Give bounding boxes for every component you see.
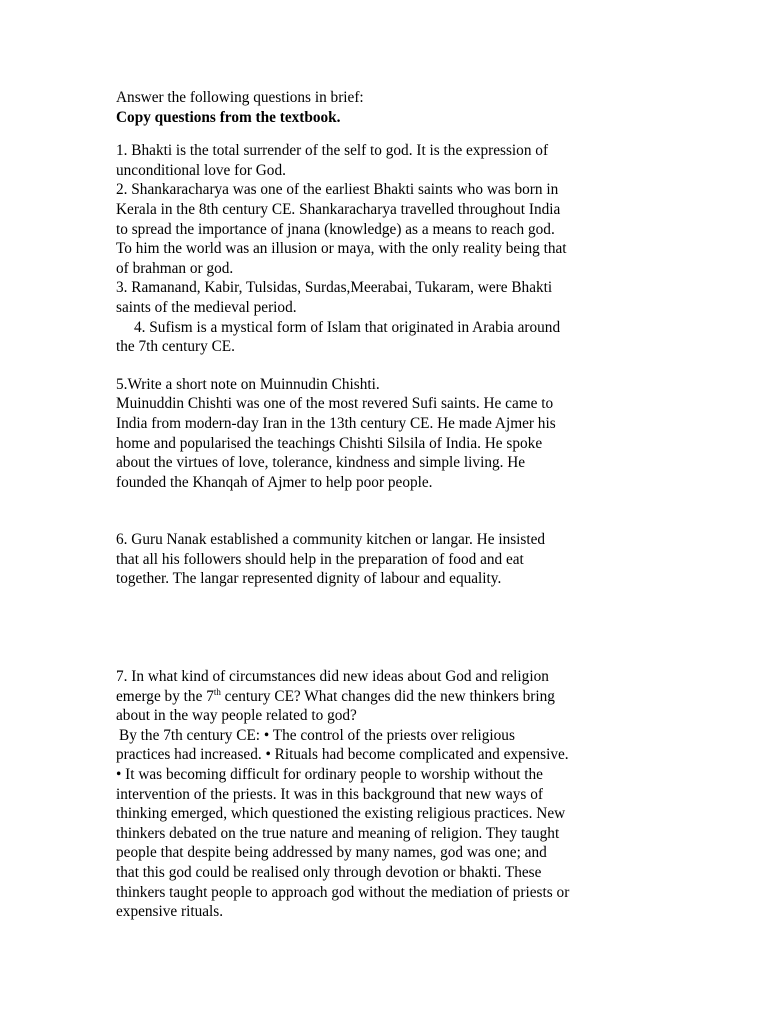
question-line	[116, 687, 661, 707]
answer-line: that this god could be realised only through devotion or bhakti. These	[116, 864, 542, 881]
answer-line: To him the world was an illusion or maya, with the only reality being that	[116, 240, 567, 258]
answer-line: practices had increased. • Rituals had become complicated and expensive.	[116, 746, 569, 764]
answer-line: 3. Ramanand, Kabir, Tulsidas, Surdas,Meerabai, Tukaram, were Bhakti	[116, 279, 553, 297]
answer-line: about the virtues of love, tolerance, kindness and simple living. He	[116, 454, 526, 472]
spacer	[116, 589, 661, 667]
answer-2	[116, 180, 661, 278]
answer-4	[116, 318, 661, 357]
copy-note: Copy questions from the textbook.	[116, 108, 341, 126]
question-line: about in the way people related to god?	[116, 707, 357, 725]
answer-line: the 7th century CE.	[116, 338, 235, 356]
answer-line: to spread the importance of jnana (knowledge) as a means to reach god.	[116, 220, 555, 238]
ordinal-suffix: th	[213, 686, 221, 697]
answer-line: 6. Guru Nanak established a community kitchen or langar. He insisted	[116, 531, 546, 549]
answer-5	[116, 375, 661, 493]
spacer	[116, 127, 661, 141]
question-text: emerge by the 7	[116, 687, 214, 705]
answer-line: of brahman or god.	[116, 259, 234, 277]
answer-line: thinkers taught people to approach god without the mediation of priests or	[116, 883, 570, 901]
answer-line: 1. Bhakti is the total surrender of the self to god. It is the expression of	[116, 142, 549, 160]
answer-line: • It was becoming difficult for ordinary people to worship without the	[116, 766, 543, 784]
document-page	[116, 88, 661, 922]
question-5: 5.Write a short note on Muinnudin Chishti.	[116, 375, 380, 393]
question-7	[116, 667, 661, 726]
answer-line: unconditional love for God.	[116, 161, 286, 179]
answer-line: together. The langar represented dignity of labour and equality.	[116, 570, 502, 588]
answer-line: saints of the medieval period.	[116, 298, 297, 316]
question-text: century CE? What changes did the new thinkers bring	[220, 687, 555, 705]
question-line: 7. In what kind of circumstances did new ideas about God and religion	[116, 668, 549, 686]
answer-line: India from modern-day Iran in the 13th century CE. He made Ajmer his	[116, 414, 556, 432]
answer-3	[116, 278, 661, 317]
answer-line: 4. Sufism is a mystical form of Islam that originated in Arabia around	[134, 318, 561, 336]
answer-line: 2. Shankaracharya was one of the earliest Bhakti saints who was born in	[116, 181, 559, 199]
answer-line: intervention of the priests. It was in this background that new ways of	[116, 785, 543, 803]
answer-6	[116, 530, 661, 589]
answer-line: thinking emerged, which questioned the existing religious practices. New	[116, 805, 566, 823]
answer-7	[116, 726, 661, 922]
answer-line: Muinuddin Chishti was one of the most revered Sufi saints. He came to	[116, 395, 554, 413]
instruction-line: Answer the following questions in brief:	[116, 89, 364, 106]
answer-line: people that despite being addressed by many names, god was one; and	[116, 844, 547, 862]
answer-1	[116, 141, 661, 180]
spacer	[116, 357, 661, 375]
answer-line: expensive rituals.	[116, 903, 224, 921]
answer-line: Kerala in the 8th century CE. Shankaracharya travelled throughout India	[116, 200, 561, 218]
answer-line: thinkers debated on the true nature and meaning of religion. They taught	[116, 824, 560, 842]
spacer	[116, 492, 661, 530]
answer-line: founded the Khanqah of Ajmer to help poor people.	[116, 473, 433, 491]
answer-line: that all his followers should help in the preparation of food and eat	[116, 550, 524, 568]
answer-line: home and popularised the teachings Chishti Silsila of India. He spoke	[116, 434, 543, 452]
answer-line: By the 7th century CE: • The control of the priests over religious	[119, 726, 515, 744]
